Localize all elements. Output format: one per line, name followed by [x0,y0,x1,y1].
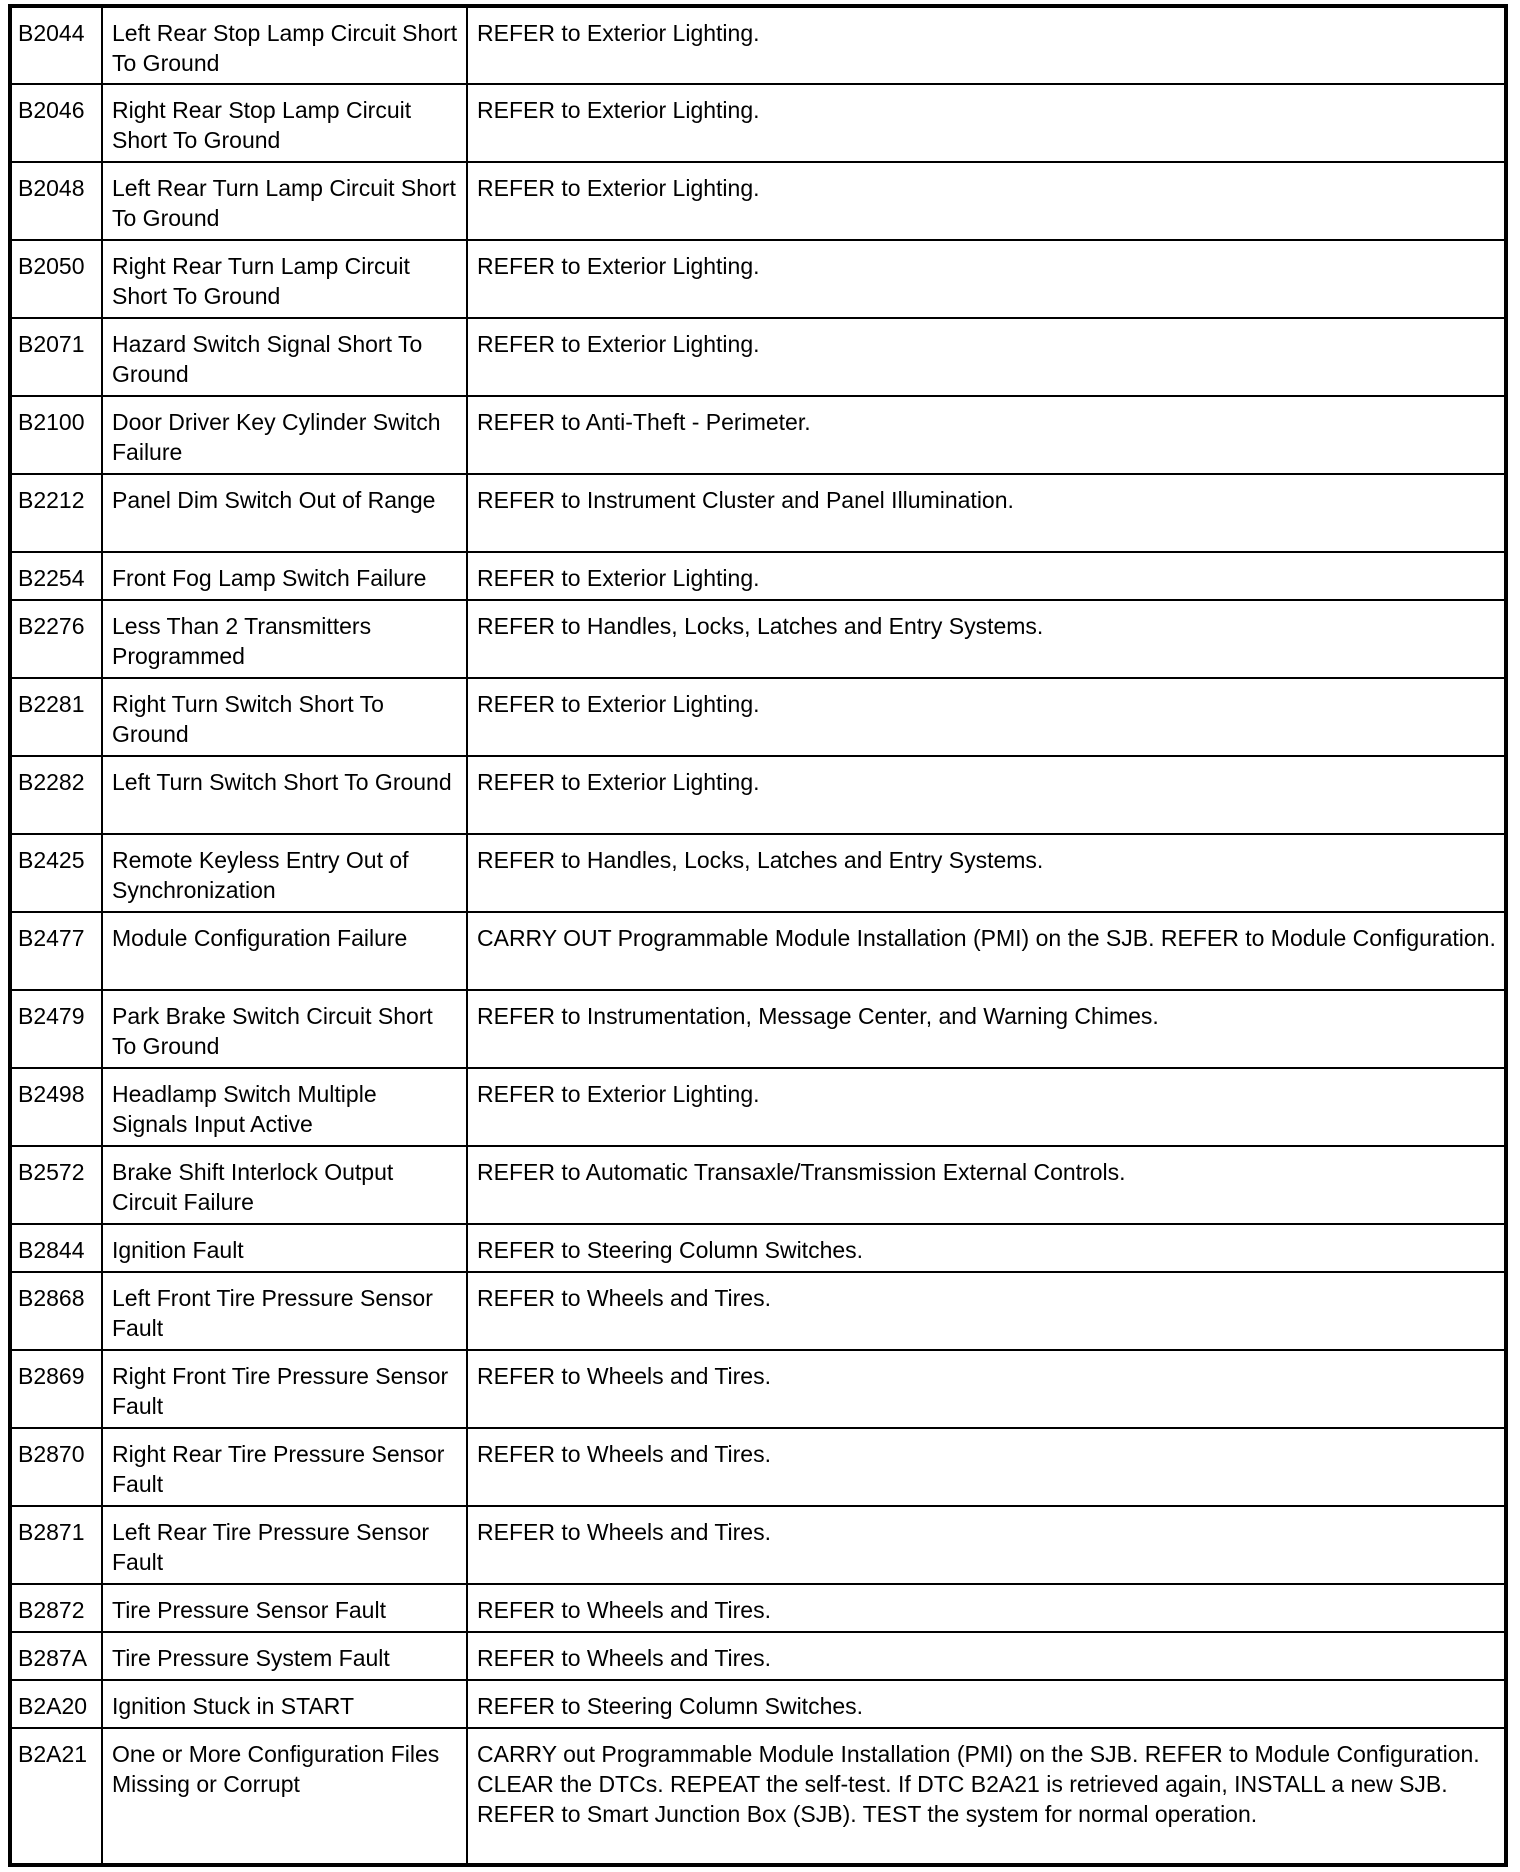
dtc-code: B2282 [10,756,102,834]
dtc-description: Door Driver Key Cylinder Switch Failure [102,396,467,474]
table-row [10,678,1506,756]
table-row [10,990,1506,1068]
dtc-description: One or More Configuration Files Missing or Corrupt [102,1728,467,1865]
dtc-description: Park Brake Switch Circuit Short To Ground [102,990,467,1068]
dtc-action: REFER to Instrument Cluster and Panel Illumination. [467,474,1506,552]
table-row [10,1728,1506,1865]
table-row [10,1350,1506,1428]
dtc-table-body [10,6,1506,1865]
dtc-action: REFER to Exterior Lighting. [467,240,1506,318]
table-row [10,474,1506,552]
dtc-code: B2871 [10,1506,102,1584]
dtc-code: B287A [10,1632,102,1680]
dtc-description: Less Than 2 Transmitters Programmed [102,600,467,678]
table-row [10,1146,1506,1224]
dtc-description: Right Rear Stop Lamp Circuit Short To Ground [102,84,467,162]
dtc-description: Ignition Fault [102,1224,467,1272]
table-row [10,756,1506,834]
dtc-code: B2100 [10,396,102,474]
dtc-code: B2869 [10,1350,102,1428]
dtc-code: B2046 [10,84,102,162]
table-row [10,396,1506,474]
dtc-action: REFER to Automatic Transaxle/Transmission External Controls. [467,1146,1506,1224]
dtc-action: REFER to Handles, Locks, Latches and Entry Systems. [467,834,1506,912]
table-row [10,1584,1506,1632]
dtc-action: REFER to Wheels and Tires. [467,1584,1506,1632]
dtc-description: Left Rear Turn Lamp Circuit Short To Ground [102,162,467,240]
table-row [10,240,1506,318]
dtc-action: REFER to Exterior Lighting. [467,84,1506,162]
dtc-code: B2844 [10,1224,102,1272]
table-row [10,84,1506,162]
dtc-description: Front Fog Lamp Switch Failure [102,552,467,600]
dtc-code: B2050 [10,240,102,318]
dtc-code: B2281 [10,678,102,756]
dtc-action: REFER to Wheels and Tires. [467,1506,1506,1584]
dtc-action: CARRY out Programmable Module Installation (PMI) on the SJB. REFER to Module Configuration. CLEAR the DTCs. REPEAT the self-test. If DTC B2A21 is retrieved again, INSTALL a new SJB. REFER to Smart Junction Box (SJB). TEST the system for normal operation. [467,1728,1506,1865]
table-row [10,600,1506,678]
dtc-code: B2A20 [10,1680,102,1728]
dtc-code: B2477 [10,912,102,990]
dtc-action: REFER to Steering Column Switches. [467,1680,1506,1728]
table-row [10,1428,1506,1506]
dtc-description: Right Turn Switch Short To Ground [102,678,467,756]
table-row [10,1680,1506,1728]
dtc-action: REFER to Exterior Lighting. [467,756,1506,834]
dtc-action: REFER to Wheels and Tires. [467,1272,1506,1350]
dtc-description: Left Turn Switch Short To Ground [102,756,467,834]
dtc-action: REFER to Anti-Theft - Perimeter. [467,396,1506,474]
dtc-description: Remote Keyless Entry Out of Synchronization [102,834,467,912]
dtc-description: Right Rear Tire Pressure Sensor Fault [102,1428,467,1506]
table-row [10,1272,1506,1350]
dtc-description: Tire Pressure Sensor Fault [102,1584,467,1632]
dtc-description: Left Rear Stop Lamp Circuit Short To Ground [102,6,467,84]
dtc-description: Ignition Stuck in START [102,1680,467,1728]
table-row [10,6,1506,84]
table-row [10,1068,1506,1146]
dtc-code: B2048 [10,162,102,240]
dtc-description: Headlamp Switch Multiple Signals Input Active [102,1068,467,1146]
dtc-code: B2254 [10,552,102,600]
dtc-description: Module Configuration Failure [102,912,467,990]
dtc-action: REFER to Wheels and Tires. [467,1350,1506,1428]
dtc-code: B2572 [10,1146,102,1224]
table-row [10,1224,1506,1272]
dtc-code: B2425 [10,834,102,912]
table-row [10,552,1506,600]
dtc-description: Tire Pressure System Fault [102,1632,467,1680]
dtc-code: B2044 [10,6,102,84]
dtc-code: B2868 [10,1272,102,1350]
dtc-action: REFER to Exterior Lighting. [467,162,1506,240]
dtc-action: REFER to Exterior Lighting. [467,1068,1506,1146]
table-row [10,1632,1506,1680]
dtc-description: Hazard Switch Signal Short To Ground [102,318,467,396]
dtc-code: B2870 [10,1428,102,1506]
dtc-table [8,4,1508,1867]
dtc-description: Right Front Tire Pressure Sensor Fault [102,1350,467,1428]
dtc-code: B2479 [10,990,102,1068]
dtc-description: Brake Shift Interlock Output Circuit Failure [102,1146,467,1224]
table-row [10,1506,1506,1584]
dtc-description: Panel Dim Switch Out of Range [102,474,467,552]
dtc-action: REFER to Exterior Lighting. [467,678,1506,756]
dtc-description: Left Rear Tire Pressure Sensor Fault [102,1506,467,1584]
dtc-action: CARRY OUT Programmable Module Installation (PMI) on the SJB. REFER to Module Configuration. [467,912,1506,990]
dtc-code: B2212 [10,474,102,552]
dtc-action: REFER to Instrumentation, Message Center, and Warning Chimes. [467,990,1506,1068]
table-row [10,162,1506,240]
dtc-description: Left Front Tire Pressure Sensor Fault [102,1272,467,1350]
dtc-action: REFER to Steering Column Switches. [467,1224,1506,1272]
table-row [10,834,1506,912]
dtc-action: REFER to Exterior Lighting. [467,6,1506,84]
dtc-action: REFER to Exterior Lighting. [467,552,1506,600]
dtc-code: B2071 [10,318,102,396]
dtc-code: B2A21 [10,1728,102,1865]
dtc-action: REFER to Wheels and Tires. [467,1428,1506,1506]
dtc-code: B2498 [10,1068,102,1146]
dtc-action: REFER to Exterior Lighting. [467,318,1506,396]
table-row [10,318,1506,396]
dtc-description: Right Rear Turn Lamp Circuit Short To Ground [102,240,467,318]
dtc-code: B2872 [10,1584,102,1632]
table-row [10,912,1506,990]
dtc-action: REFER to Handles, Locks, Latches and Entry Systems. [467,600,1506,678]
dtc-code: B2276 [10,600,102,678]
dtc-action: REFER to Wheels and Tires. [467,1632,1506,1680]
